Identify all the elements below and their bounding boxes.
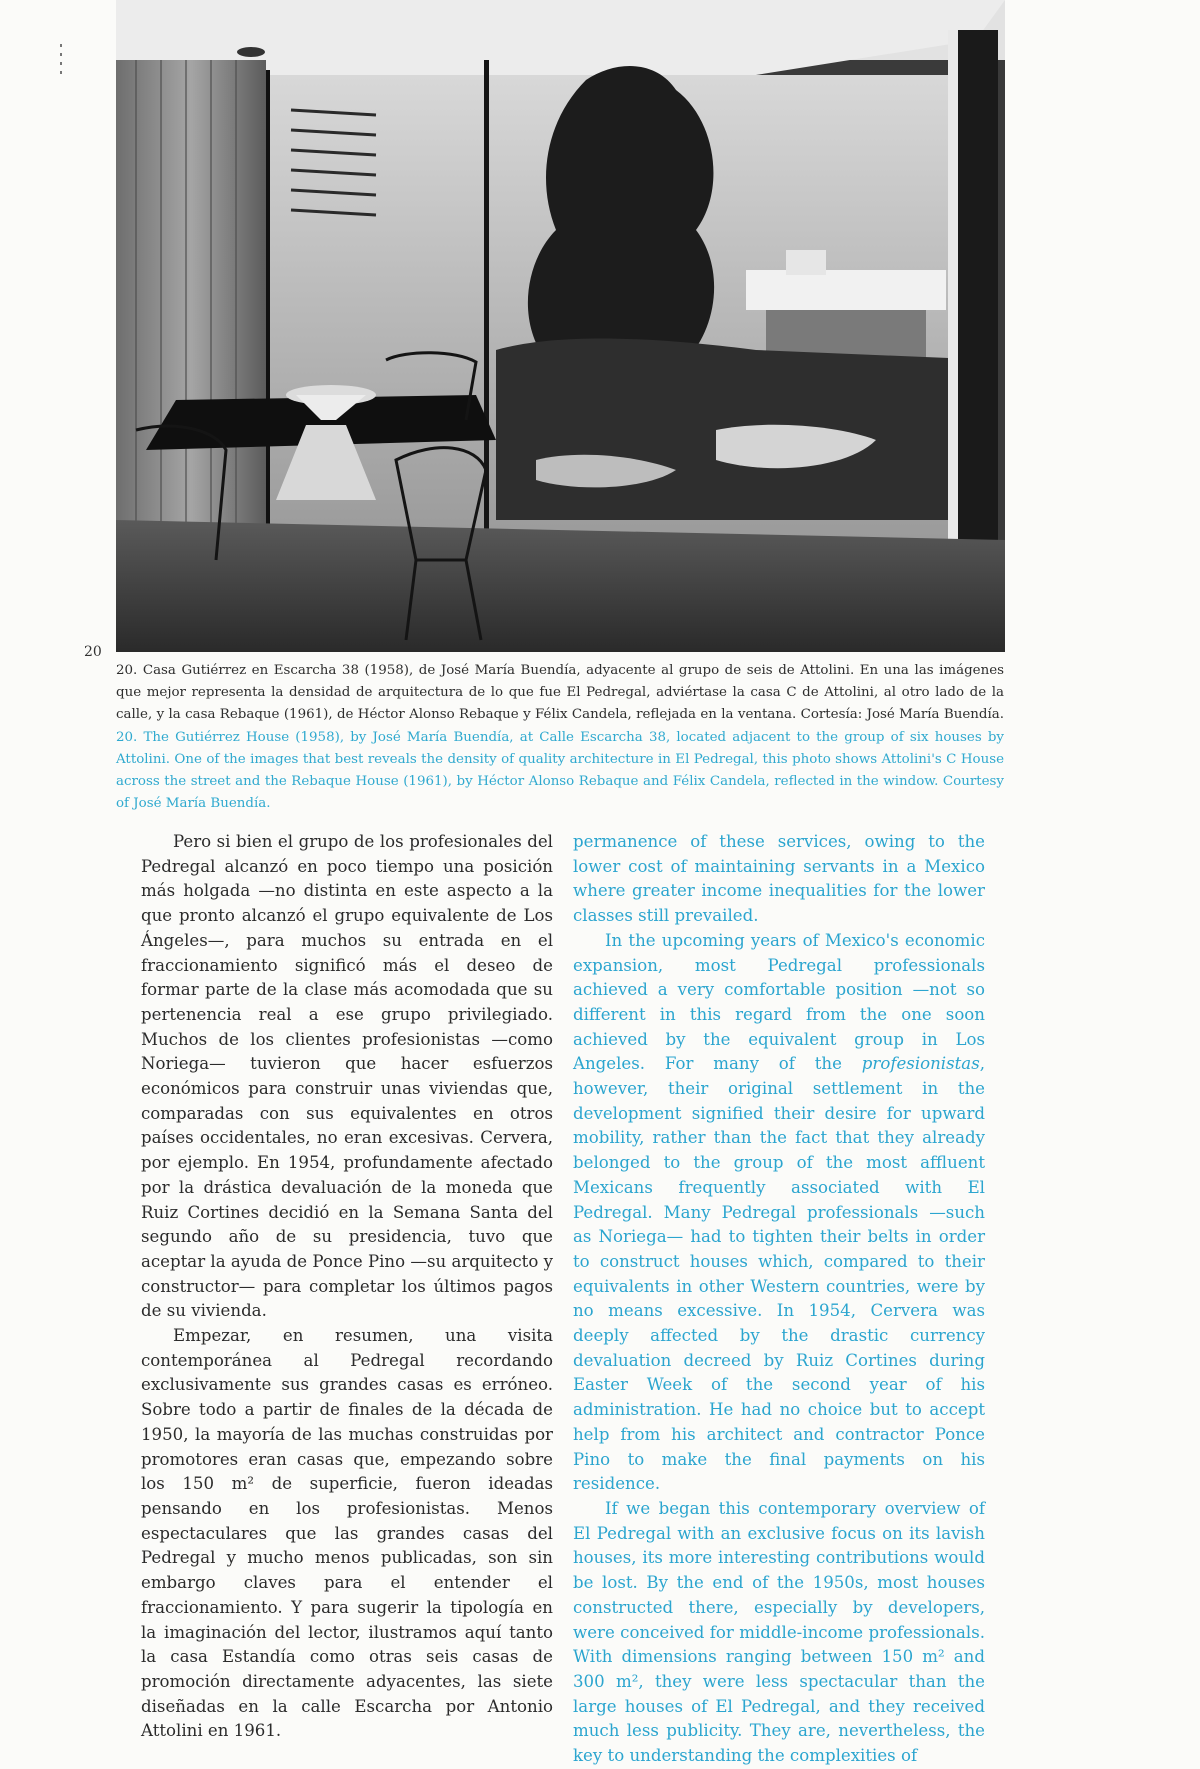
- photo-illustration: [116, 0, 1005, 652]
- caption-spanish: 20. Casa Gutiérrez en Escarcha 38 (1958), de José María Buendía, adyacente al grupo de seis de Attolini. En una las imágenes que mejor representa la densidad de arquitectura de lo que fue El Pedregal, adviértase la casa C de Attolini, al otro lado de la calle, y la casa Rebaque (1961), de Héctor Alonso Rebaque y Félix Candela, reflejada en la ventana. Cortesía: José María Buendía.: [116, 663, 1004, 723]
- spanish-column: [141, 830, 553, 1744]
- english-paragraph-continued: permanence of these services, owing to the lower cost of maintaining servants in a Mexico where greater income inequalities for the lower classes still prevailed.: [573, 832, 985, 926]
- english-column: [573, 830, 985, 1769]
- spanish-paragraph-1: Pero si bien el grupo de los profesionales del Pedregal alcanzó en poco tiempo una posición más holgada —no distinta en este aspecto a la que pronto alcanzó el grupo equivalente de Los Ángeles—, para muchos su entrada en el fraccionamiento significó más el deseo de formar parte de la clase más acomodada que su pertenencia real a ese grupo privilegiado. Muchos de los clientes profesionistas —como Noriega— tuvieron que hacer esfuerzos económicos para construir unas viviendas que, comparadas con sus equivalentes en otros países occidentales, no eran excesivas. Cervera, por ejemplo. En 1954, profundamente afectado por la drástica devaluación de la moneda que Ruiz Cortines decidió en la Semana Santa del segundo año de su presidencia, tuvo que aceptar la ayuda de Ponce Pino —su arquitecto y constructor— para completar los últimos pagos de su vivienda.: [141, 832, 553, 1321]
- english-paragraph-2: If we began this contemporary overview of El Pedregal with an exclusive focus on its lavish houses, its more interesting contributions would be lost. By the end of the 1950s, most houses constructed there, especially by developers, were conceived for middle-income professionals. With dimensions ranging between 150 m² and 300 m², they were less spectacular than the large houses of El Pedregal, and they received much less publicity. They are, nevertheless, the key to understanding the complexities of: [573, 1498, 985, 1766]
- english-paragraph-1-start: In the upcoming years of Mexico's economic expansion, most Pedregal professionals achieved a very comfortable position —not so different in this regard from the one soon achieved by the equivalent group in Los Angeles. For many of the: [573, 930, 985, 1074]
- caption-english: 20. The Gutiérrez House (1958), by José María Buendía, at Calle Escarcha 38, located adjacent to the group of six houses by Attolini. One of the images that best reveals the density of quality architecture in El Pedregal, this photo shows Attolini's C House across the street and the Rebaque House (1961), by Héctor Alonso Rebaque and Félix Candela, reflected in the window. Courtesy of José María Buendía.: [116, 729, 1004, 812]
- figure-caption: [116, 660, 1004, 815]
- margin-marks: [58, 38, 64, 98]
- spanish-paragraph-2: Empezar, en resumen, una visita contemporánea al Pedregal recordando exclusivamente sus grandes casas es erróneo. Sobre todo a partir de finales de la década de 1950, la mayoría de las muchas construidas por promotores eran casas que, empezando sobre los 150 m² de superficie, fueron ideadas pensando en los profesionistas. Menos espectaculares que las grandes casas del Pedregal y mucho menos publicadas, son sin embargo claves para el entender el fraccionamiento. Y para sugerir la tipología en la imaginación del lector, ilustramos aquí tanto la casa Estandía como otras seis casas de promoción directamente adyacentes, las siete diseñadas en la calle Escarcha por Antonio Attolini en 1961.: [141, 1326, 553, 1741]
- english-paragraph-1-term: profesionistas: [861, 1054, 980, 1074]
- english-paragraph-1-end: , however, their original settlement in the development signified their desire for upward mobility, rather than the fact that they already belonged to the group of the most affluent Mexicans frequently associated with El Pedregal. Many Pedregal professionals —such as Noriega— had to tighten their belts in order to construct houses which, compared to their equivalents in other Western countries, were by no means excessive. In 1954, Cervera was deeply affected by the drastic currency devaluation decreed by Ruiz Cortines during Easter Week of the second year of his administration. He had no choice but to accept help from his architect and contractor Ponce Pino to make the final payments on his residence.: [573, 1054, 985, 1494]
- page-number: 20: [84, 644, 102, 660]
- english-paragraph-1: [573, 929, 985, 1497]
- figure-photo: [116, 0, 1005, 652]
